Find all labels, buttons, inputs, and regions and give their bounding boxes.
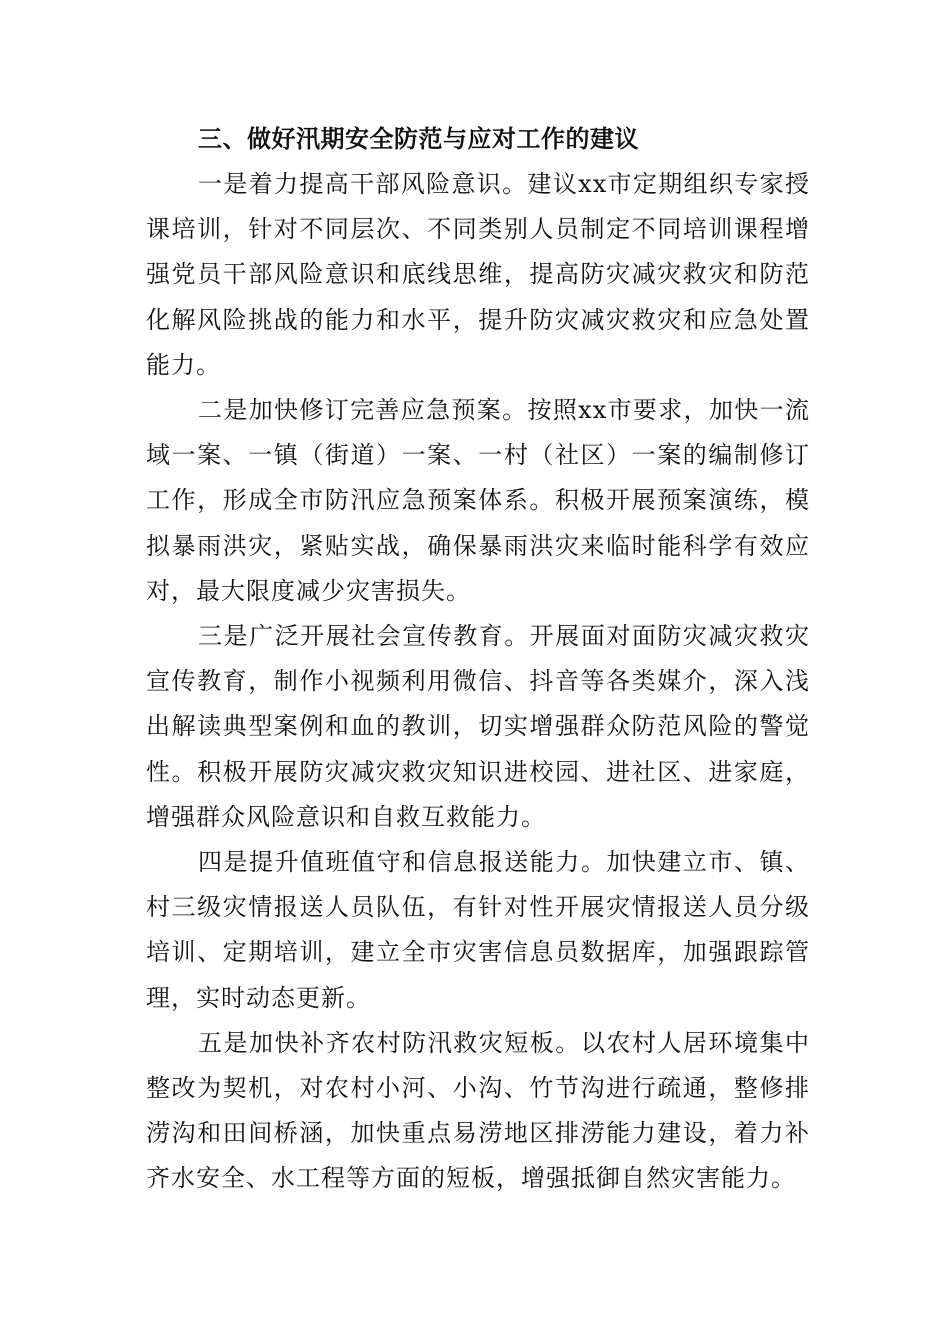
section-heading: 三、做好汛期安全防范与应对工作的建议 [198, 125, 639, 153]
document-body [146, 116, 810, 1202]
paragraph-3: 三是广泛开展社会宣传教育。开展面对面防灾减灾救灾宣传教育，制作小视频利用微信、抖音等各类媒介，深入浅出解读典型案例和血的教训，切实增强群众防范风险的警觉性。积极开展防灾减灾救灾知识进校园、进社区、进家庭，增强群众风险意识和自救互救能力。 [146, 622, 810, 831]
paragraph-1: 一是着力提高干部风险意识。建议xx市定期组织专家授课培训，针对不同层次、不同类别人员制定不同培训课程增强党员干部风险意识和底线思维，提高防灾减灾救灾和防范化解风险挑战的能力和水平，提升防灾减灾救灾和应急处置能力。 [146, 170, 810, 379]
paragraph-5: 五是加快补齐农村防汛救灾短板。以农村人居环境集中整改为契机，对农村小河、小沟、竹节沟进行疏通，整修排涝沟和田间桥涵，加快重点易涝地区排涝能力建设，着力补齐水安全、水工程等方面的短板，增强抵御自然灾害能力。 [146, 1028, 810, 1193]
paragraph-2: 二是加快修订完善应急预案。按照xx市要求，加快一流域一案、一镇（街道）一案、一村（社区）一案的编制修订工作，形成全市防汛应急预案体系。积极开展预案演练，模拟暴雨洪灾，紧贴实战，确保暴雨洪灾来临时能科学有效应对，最大限度减少灾害损失。 [146, 396, 810, 605]
paragraph-4: 四是提升值班值守和信息报送能力。加快建立市、镇、村三级灾情报送人员队伍，有针对性开展灾情报送人员分级培训、定期培训，建立全市灾害信息员数据库，加强跟踪管理，实时动态更新。 [146, 848, 810, 1012]
